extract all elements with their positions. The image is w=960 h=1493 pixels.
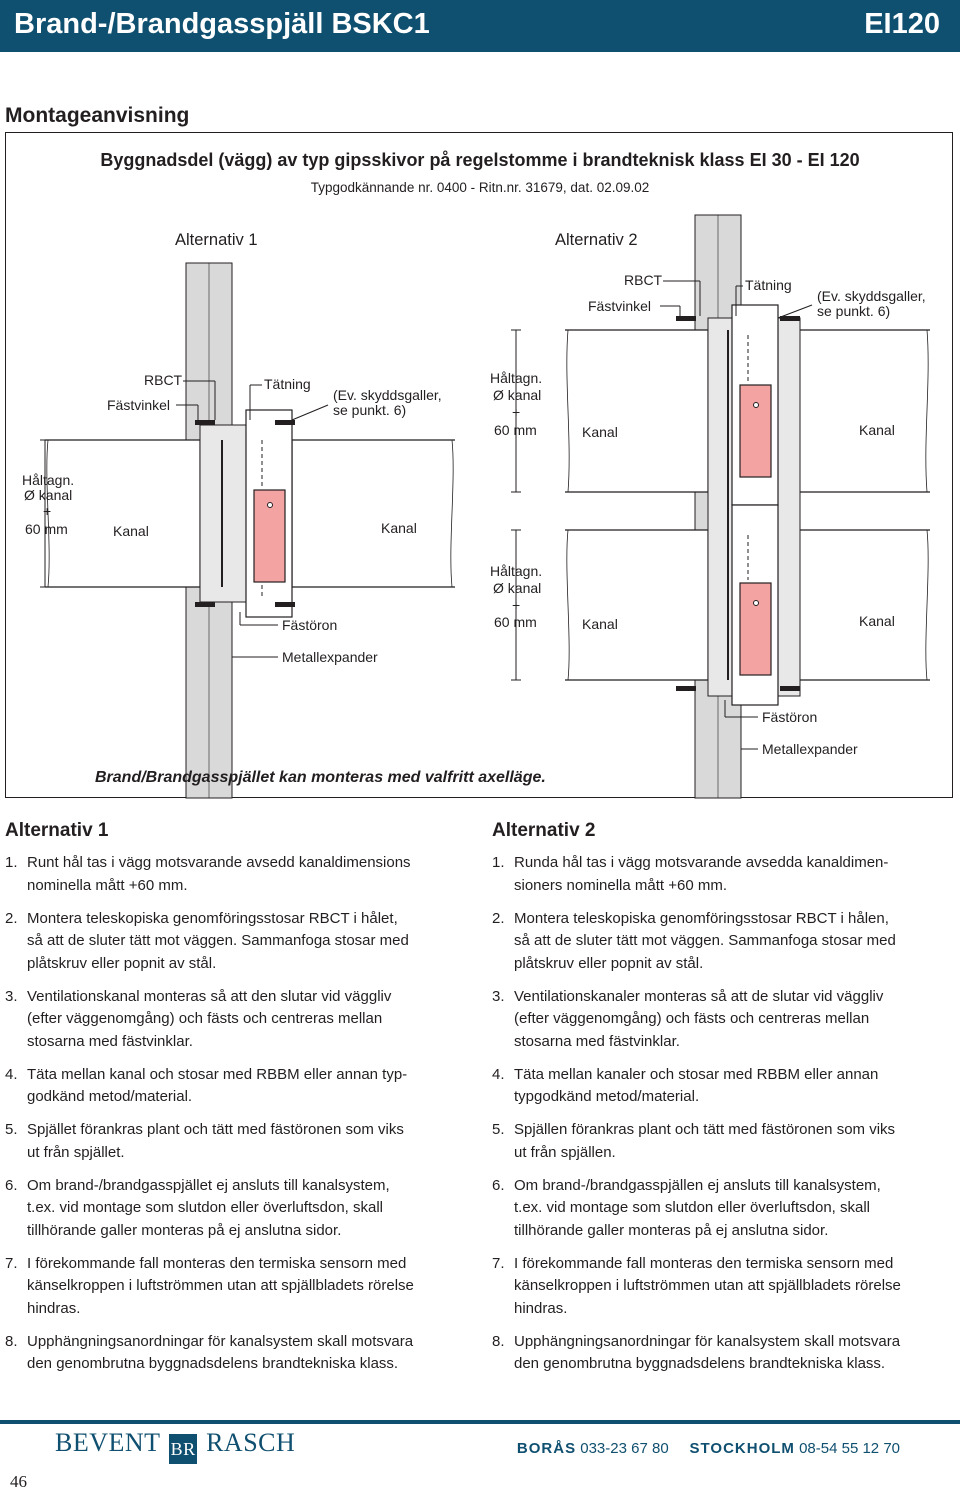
alt2-bracket-top-right bbox=[780, 316, 800, 321]
instruction-item bbox=[5, 1253, 465, 1321]
alt1-bracket-top-left bbox=[195, 420, 215, 425]
page-number: 46 bbox=[10, 1472, 27, 1491]
instruction-line: Montera teleskopiska genomföringsstosar RBCT i hålet, bbox=[27, 909, 398, 927]
alt1-label-haltagn-1: Håltagn. bbox=[22, 472, 75, 488]
instruction-line: (efter väggenomgång) och fästs och centreras mellan bbox=[514, 1010, 870, 1027]
alt1-label-fastoron: Fästöron bbox=[282, 617, 338, 633]
alt2-label-kanal-lower-left: Kanal bbox=[582, 616, 618, 632]
instruction-item bbox=[492, 986, 952, 1054]
instruction-line: Runda hål tas i vägg motsvarande avsedda kanaldimen- bbox=[514, 854, 889, 871]
instruction-line: Om brand-/brandgasspjället ej ansluts till kanalsystem, bbox=[27, 1176, 390, 1194]
instruction-number: 5. bbox=[5, 1121, 18, 1138]
instruction-line: plåtskruv eller popnit av stål. bbox=[27, 954, 217, 972]
instruction-line: stosarna med fästvinklar. bbox=[514, 1032, 680, 1050]
alt2-damper-blade-upper bbox=[740, 385, 771, 477]
alt1-label-tatning: Tätning bbox=[264, 376, 311, 392]
instruction-item bbox=[492, 1331, 952, 1376]
alt2-label-fastvinkel: Fästvinkel bbox=[588, 298, 652, 314]
alt2-label-galler-1: (Ev. skyddsgaller, bbox=[817, 288, 926, 304]
instruction-line: Runt hål tas i vägg motsvarande avsedd kanaldimensions bbox=[27, 854, 411, 871]
alt2-instructions bbox=[492, 820, 952, 1386]
alt1-label-kanal-right: Kanal bbox=[381, 520, 417, 536]
company-logo bbox=[55, 1428, 295, 1464]
instruction-line: känselkroppen i luftströmmen utan att spjällbladets rörelse bbox=[27, 1277, 414, 1294]
alt1-label-kanal-left: Kanal bbox=[113, 523, 149, 539]
alt1-label-galler-2: se punkt. 6) bbox=[333, 402, 407, 418]
instruction-item bbox=[5, 908, 465, 976]
alt2-label-tatning: Tätning bbox=[745, 277, 792, 293]
instruction-number: 7. bbox=[5, 1254, 18, 1272]
alt2-label-haltagn-lower-2: Ø kanal bbox=[493, 580, 542, 596]
alt1-label-galler-1: (Ev. skyddsgaller, bbox=[333, 387, 442, 403]
alt2-bracket-bottom-left bbox=[676, 686, 696, 691]
instruction-item bbox=[5, 1064, 465, 1109]
alt1-bracket-bottom-left bbox=[195, 602, 215, 607]
alt2-duct-lower-left bbox=[565, 530, 708, 680]
instruction-number: 6. bbox=[5, 1176, 18, 1194]
instruction-number: 4. bbox=[492, 1065, 505, 1083]
alt2-label-kanal-upper-left: Kanal bbox=[582, 424, 618, 440]
alt1-label-fastvinkel: Fästvinkel bbox=[107, 397, 171, 413]
instruction-item bbox=[5, 852, 465, 897]
fire-class-label: EI120 bbox=[864, 8, 940, 40]
alt2-label-rbct: RBCT bbox=[624, 272, 663, 288]
instruction-number: 5. bbox=[492, 1121, 505, 1138]
instruction-line: Ventilationskanal monteras så att den slutar vid väggliv bbox=[27, 987, 392, 1005]
instruction-line: t.ex. vid montage som slutdon eller överluftsdon, skall bbox=[514, 1199, 871, 1216]
alt1-label-haltagn-4: 60 mm bbox=[25, 521, 68, 537]
instruction-number: 8. bbox=[492, 1332, 505, 1350]
alt2-label-haltagn-upper-3: + bbox=[512, 404, 521, 420]
document-title: Brand-/Brandgasspjäll BSKC1 bbox=[14, 8, 430, 40]
city-boras: BORÅS bbox=[516, 1440, 577, 1457]
alt1-duct-left bbox=[45, 440, 200, 587]
instruction-line: ut från spjället. bbox=[27, 1143, 125, 1161]
section-title: Montageanvisning bbox=[5, 104, 190, 127]
instruction-number: 3. bbox=[5, 987, 18, 1005]
alt1-sensor-dot bbox=[268, 503, 273, 508]
instruction-line: tillhörande galler monteras på ej anslutna sidor. bbox=[27, 1221, 342, 1239]
instruction-item bbox=[5, 1119, 465, 1164]
instruction-number: 7. bbox=[492, 1254, 505, 1272]
instruction-line: t.ex. vid montage som slutdon eller överluftsdon, skall bbox=[27, 1199, 384, 1216]
instruction-item bbox=[492, 852, 952, 897]
alt2-label-haltagn-lower-4: 60 mm bbox=[494, 614, 537, 630]
brand-right: RASCH bbox=[206, 1428, 296, 1457]
instruction-number: 8. bbox=[5, 1332, 18, 1350]
alt1-label-haltagn-3: + bbox=[43, 503, 52, 519]
alt2-label-metallexpander: Metallexpander bbox=[762, 741, 858, 757]
alt2-bracket-top-left bbox=[676, 316, 696, 321]
instruction-line: I förekommande fall monteras den termiska sensorn med bbox=[27, 1254, 407, 1272]
instruction-line: Ventilationskanaler monteras så att de slutar vid väggliv bbox=[514, 987, 884, 1005]
instruction-line: ut från spjällen. bbox=[514, 1143, 616, 1161]
phone-stockholm: 08-54 55 12 70 bbox=[799, 1440, 900, 1457]
alt2-duct-upper-right bbox=[798, 330, 930, 492]
instruction-item bbox=[492, 1175, 952, 1243]
instruction-line: sioners nominella mått +60 mm. bbox=[514, 876, 728, 894]
alt1-bracket-top-right bbox=[275, 420, 295, 425]
instruction-line: I förekommande fall monteras den termiska sensorn med bbox=[514, 1254, 894, 1272]
instruction-number: 1. bbox=[492, 854, 505, 871]
instruction-line: plåtskruv eller popnit av stål. bbox=[514, 954, 704, 972]
instruction-number: 3. bbox=[492, 987, 505, 1005]
alt2-duct-lower-right bbox=[798, 530, 930, 680]
instruction-line: känselkroppen i luftströmmen utan att spjällbladets rörelse bbox=[514, 1277, 901, 1294]
figure-subheading: Typgodkännande nr. 0400 - Ritn.nr. 31679, dat. 02.09.02 bbox=[310, 180, 650, 195]
alt2-heading: Alternativ 2 bbox=[492, 820, 596, 841]
footer-rule bbox=[0, 1420, 960, 1424]
alt2-label-haltagn-upper-1: Håltagn. bbox=[490, 370, 543, 386]
alt1-drawing-title: Alternativ 1 bbox=[175, 231, 258, 249]
alt1-bracket-bottom-right bbox=[275, 602, 295, 607]
instruction-item bbox=[5, 1175, 465, 1243]
instruction-number: 1. bbox=[5, 854, 18, 871]
instruction-line: Täta mellan kanal och stosar med RBBM eller annan typ- bbox=[27, 1065, 408, 1083]
alt2-label-haltagn-lower-3: + bbox=[512, 597, 521, 613]
brand-left: BEVENT bbox=[55, 1428, 161, 1457]
instruction-line: nominella mått +60 mm. bbox=[27, 876, 188, 894]
alt1-leader-galler bbox=[292, 405, 328, 420]
instruction-item bbox=[492, 1064, 952, 1109]
instruction-line: typgodkänd metod/material. bbox=[514, 1088, 700, 1105]
alt2-drawing-title: Alternativ 2 bbox=[555, 231, 638, 249]
alt2-sensor-dot-upper bbox=[754, 403, 759, 408]
phone-boras: 033-23 67 80 bbox=[580, 1440, 669, 1457]
instruction-line: hindras. bbox=[514, 1299, 568, 1317]
instruction-number: 2. bbox=[5, 909, 18, 927]
instruction-item bbox=[492, 908, 952, 976]
alt1-list bbox=[5, 852, 465, 1376]
alt2-label-haltagn-lower-1: Håltagn. bbox=[490, 563, 543, 579]
instruction-line: den genombrutna byggnadsdelens brandtekniska klass. bbox=[514, 1355, 886, 1372]
instruction-line: Spjällen förankras plant och tätt med fästöronen som viks bbox=[514, 1121, 896, 1138]
instruction-item bbox=[5, 1331, 465, 1376]
alt2-list bbox=[492, 852, 952, 1376]
instruction-item bbox=[5, 986, 465, 1054]
instruction-line: stosarna med fästvinklar. bbox=[27, 1032, 193, 1050]
alt1-instructions bbox=[5, 820, 465, 1386]
instruction-number: 6. bbox=[492, 1176, 505, 1194]
alt1-duct-right bbox=[292, 440, 455, 587]
city-stockholm: STOCKHOLM bbox=[689, 1440, 795, 1457]
figure-heading: Byggnadsdel (vägg) av typ gipsskivor på regelstomme i brandteknisk klass EI 30 - EI 120 bbox=[100, 150, 860, 170]
alt2-sensor-dot-lower bbox=[754, 601, 759, 606]
instruction-line: Täta mellan kanaler och stosar med RBBM eller annan bbox=[514, 1065, 879, 1083]
instruction-line: den genombrutna byggnadsdelens brandtekniska klass. bbox=[27, 1355, 399, 1372]
instruction-line: Om brand-/brandgasspjällen ej ansluts till kanalsystem, bbox=[514, 1176, 881, 1194]
instruction-item bbox=[492, 1253, 952, 1321]
instruction-line: Spjället förankras plant och tätt med fästöronen som viks bbox=[27, 1121, 404, 1138]
alt2-label-kanal-lower-right: Kanal bbox=[859, 613, 895, 629]
instruction-line: (efter väggenomgång) och fästs och centreras mellan bbox=[27, 1010, 383, 1027]
instruction-line: Upphängningsanordningar för kanalsystem skall motsvara bbox=[27, 1332, 414, 1350]
alt2-bracket-bottom-right bbox=[780, 686, 800, 691]
footer-contact bbox=[517, 1440, 900, 1457]
instruction-number: 2. bbox=[492, 909, 505, 927]
alt1-heading: Alternativ 1 bbox=[5, 820, 109, 841]
instruction-number: 4. bbox=[5, 1065, 18, 1083]
alt1-label-metallexpander: Metallexpander bbox=[282, 649, 378, 665]
alt2-label-fastoron: Fästöron bbox=[762, 709, 818, 725]
instruction-line: tillhörande galler monteras på ej anslutna sidor. bbox=[514, 1221, 829, 1239]
figure-caption: Brand/Brandgasspjället kan monteras med valfritt axelläge. bbox=[95, 769, 546, 786]
instruction-line: godkänd metod/material. bbox=[27, 1088, 193, 1105]
br-monogram-icon: BR bbox=[169, 1434, 197, 1464]
alt1-label-rbct: RBCT bbox=[144, 372, 183, 388]
alt2-label-haltagn-upper-4: 60 mm bbox=[494, 422, 537, 438]
alt2-damper-blade-lower bbox=[740, 583, 771, 675]
alt1-label-haltagn-2: Ø kanal bbox=[24, 487, 73, 503]
instruction-item bbox=[492, 1119, 952, 1164]
alt2-label-galler-2: se punkt. 6) bbox=[817, 303, 891, 319]
alt2-label-kanal-upper-right: Kanal bbox=[859, 422, 895, 438]
alt2-duct-upper-left bbox=[565, 330, 708, 492]
instruction-line: så att de sluter tätt mot väggen. Sammanfoga stosar med bbox=[27, 932, 409, 949]
instruction-line: så att de sluter tätt mot väggen. Sammanfoga stosar med bbox=[514, 932, 896, 949]
alt2-label-haltagn-upper-2: Ø kanal bbox=[493, 387, 542, 403]
instruction-line: Montera teleskopiska genomföringsstosar RBCT i hålen, bbox=[514, 909, 889, 927]
instruction-line: Upphängningsanordningar för kanalsystem skall motsvara bbox=[514, 1332, 901, 1350]
instruction-line: hindras. bbox=[27, 1299, 81, 1317]
